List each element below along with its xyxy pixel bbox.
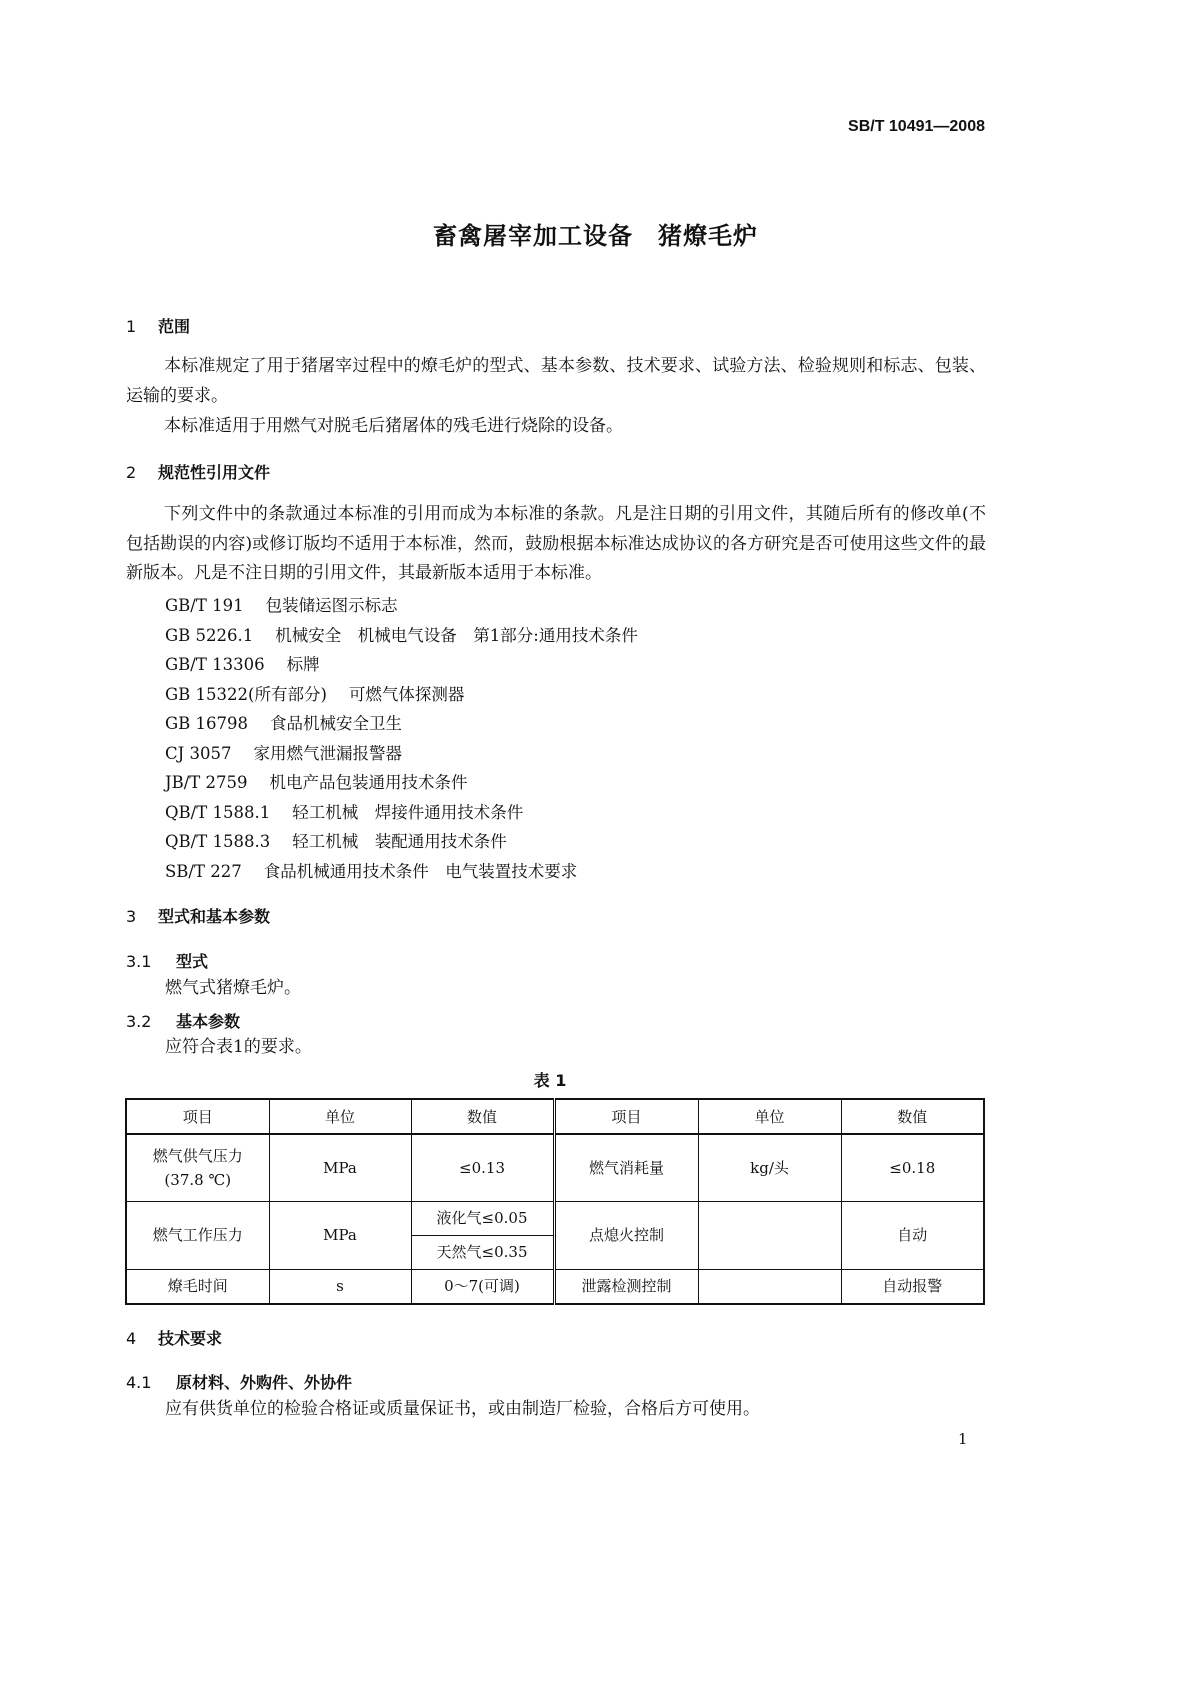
table-cell: s (269, 1269, 411, 1304)
section-number: 4.1 (126, 1373, 152, 1392)
section-2-heading (126, 460, 270, 483)
table-cell: MPa (269, 1134, 411, 1201)
table-caption: 表 1 (533, 1071, 567, 1090)
section-title: 型式 (176, 952, 209, 971)
reference-item (165, 592, 398, 616)
reference-name: 机电产品包装通用技术条件 (269, 773, 468, 792)
page-number: 1 (958, 1430, 968, 1448)
reference-item (165, 828, 507, 852)
reference-item (165, 799, 523, 823)
reference-name: 可燃气体探测器 (348, 684, 465, 704)
materials-text: 应有供货单位的检验合格证或质量保证书，或由制造厂检验，合格后方可使用。 (165, 1399, 760, 1419)
section-4-heading (126, 1326, 222, 1349)
reference-item (165, 740, 402, 764)
scope-paragraph-2: 本标准适用于用燃气对脱毛后猪屠体的残毛进行烧除的设备。 (164, 416, 623, 436)
reference-name: 机械安全 机械电气设备 第1部分:通用技术条件 (275, 625, 638, 645)
table-cell (698, 1269, 841, 1304)
table-header-row (126, 1099, 984, 1134)
cell-line: (37.8 ℃) (164, 1170, 232, 1189)
section-3-heading (126, 904, 270, 927)
section-1-heading (126, 314, 190, 337)
section-title: 型式和基本参数 (158, 907, 271, 926)
reference-item (165, 858, 577, 882)
reference-name: 食品机械安全卫生 (270, 714, 403, 733)
section-number: 4 (126, 1329, 137, 1348)
reference-name: 食品机械通用技术条件 电气装置技术要求 (263, 861, 578, 881)
section-number: 3.2 (126, 1012, 152, 1031)
table-cell: ≤0.13 (411, 1134, 554, 1201)
standard-code: SB/T 10491—2008 (848, 118, 985, 135)
reference-code: GB 5226.1 (165, 625, 254, 645)
table-cell: kg/头 (698, 1134, 841, 1201)
header-cell: 单位 (698, 1099, 841, 1134)
section-4-1-heading (126, 1370, 352, 1393)
header-cell: 项目 (554, 1099, 698, 1134)
reference-name: 包装储运图示标志 (265, 596, 398, 615)
parameter-table (125, 1098, 985, 1305)
reference-code: JB/T 2759 (165, 773, 248, 792)
table-cell: 自动 (841, 1201, 984, 1269)
reference-name: 轻工机械 焊接件通用技术条件 (292, 802, 524, 822)
scope-paragraph: 本标准规定了用于猪屠宰过程中的燎毛炉的型式、基本参数、技术要求、试验方法、检验规则和标志、包装、运输的要求。 (126, 356, 986, 406)
section-title: 范围 (158, 317, 191, 336)
section-title: 基本参数 (176, 1012, 241, 1031)
table-cell: 自动报警 (841, 1269, 984, 1304)
table-cell (126, 1134, 269, 1201)
reference-item (165, 622, 638, 646)
section-number: 3 (126, 907, 137, 926)
table-row (126, 1134, 984, 1201)
reference-name: 轻工机械 装配通用技术条件 (292, 832, 507, 851)
section-title: 技术要求 (158, 1329, 223, 1348)
section-number: 3.1 (126, 952, 152, 971)
table-cell: 0～7(可调) (411, 1269, 554, 1304)
reference-code: CJ 3057 (165, 743, 232, 763)
header-cell: 数值 (411, 1099, 554, 1134)
table-cell: 液化气≤0.05 (411, 1201, 554, 1235)
section-3-2-heading (126, 1009, 240, 1032)
reference-item (165, 651, 320, 675)
section-title: 原材料、外购件、外协件 (176, 1373, 353, 1392)
table-row (126, 1269, 984, 1304)
reference-item (165, 681, 464, 705)
header-cell: 数值 (841, 1099, 984, 1134)
table-cell (698, 1201, 841, 1269)
table-cell: 燎毛时间 (126, 1269, 269, 1304)
type-text: 燃气式猪燎毛炉。 (165, 978, 301, 998)
reference-name: 标牌 (286, 655, 320, 674)
table-cell: 燃气消耗量 (554, 1134, 698, 1201)
reference-code: QB/T 1588.1 (165, 802, 271, 822)
references-paragraph: 下列文件中的条款通过本标准的引用而成为本标准的条款。凡是注日期的引用文件，其随后所有的修改单(不包括勘误的内容)或修订版均不适用于本标准，然而，鼓励根据本标准达成协议的各方研究是否可使用这些文件的最新版本。凡是不注日期的引用文件，其最新版本适用于本标准。 (126, 504, 986, 583)
reference-code: SB/T 227 (165, 861, 242, 881)
table-cell: 燃气工作压力 (126, 1201, 269, 1269)
table-cell: ≤0.18 (841, 1134, 984, 1201)
reference-item (165, 769, 468, 793)
header-cell: 项目 (126, 1099, 269, 1134)
params-text: 应符合表1的要求。 (165, 1037, 312, 1057)
reference-code: QB/T 1588.3 (165, 832, 271, 851)
table-cell: MPa (269, 1201, 411, 1269)
section-title: 规范性引用文件 (158, 463, 271, 482)
table-cell: 泄露检测控制 (554, 1269, 698, 1304)
table-row (126, 1201, 984, 1235)
document-title: 畜禽屠宰加工设备 猪燎毛炉 (433, 222, 758, 250)
reference-name: 家用燃气泄漏报警器 (253, 743, 402, 763)
reference-item (165, 710, 402, 734)
cell-line: 燃气供气压力 (152, 1146, 243, 1165)
table-cell: 点熄火控制 (554, 1201, 698, 1269)
reference-code: GB 16798 (165, 714, 249, 733)
reference-code: GB/T 13306 (165, 655, 265, 674)
section-3-1-heading (126, 949, 208, 972)
header-cell: 单位 (269, 1099, 411, 1134)
reference-code: GB 15322(所有部分) (165, 684, 327, 704)
section-number: 1 (126, 317, 137, 336)
table-cell: 天然气≤0.35 (411, 1235, 554, 1269)
section-number: 2 (126, 463, 137, 482)
reference-code: GB/T 191 (165, 596, 244, 615)
